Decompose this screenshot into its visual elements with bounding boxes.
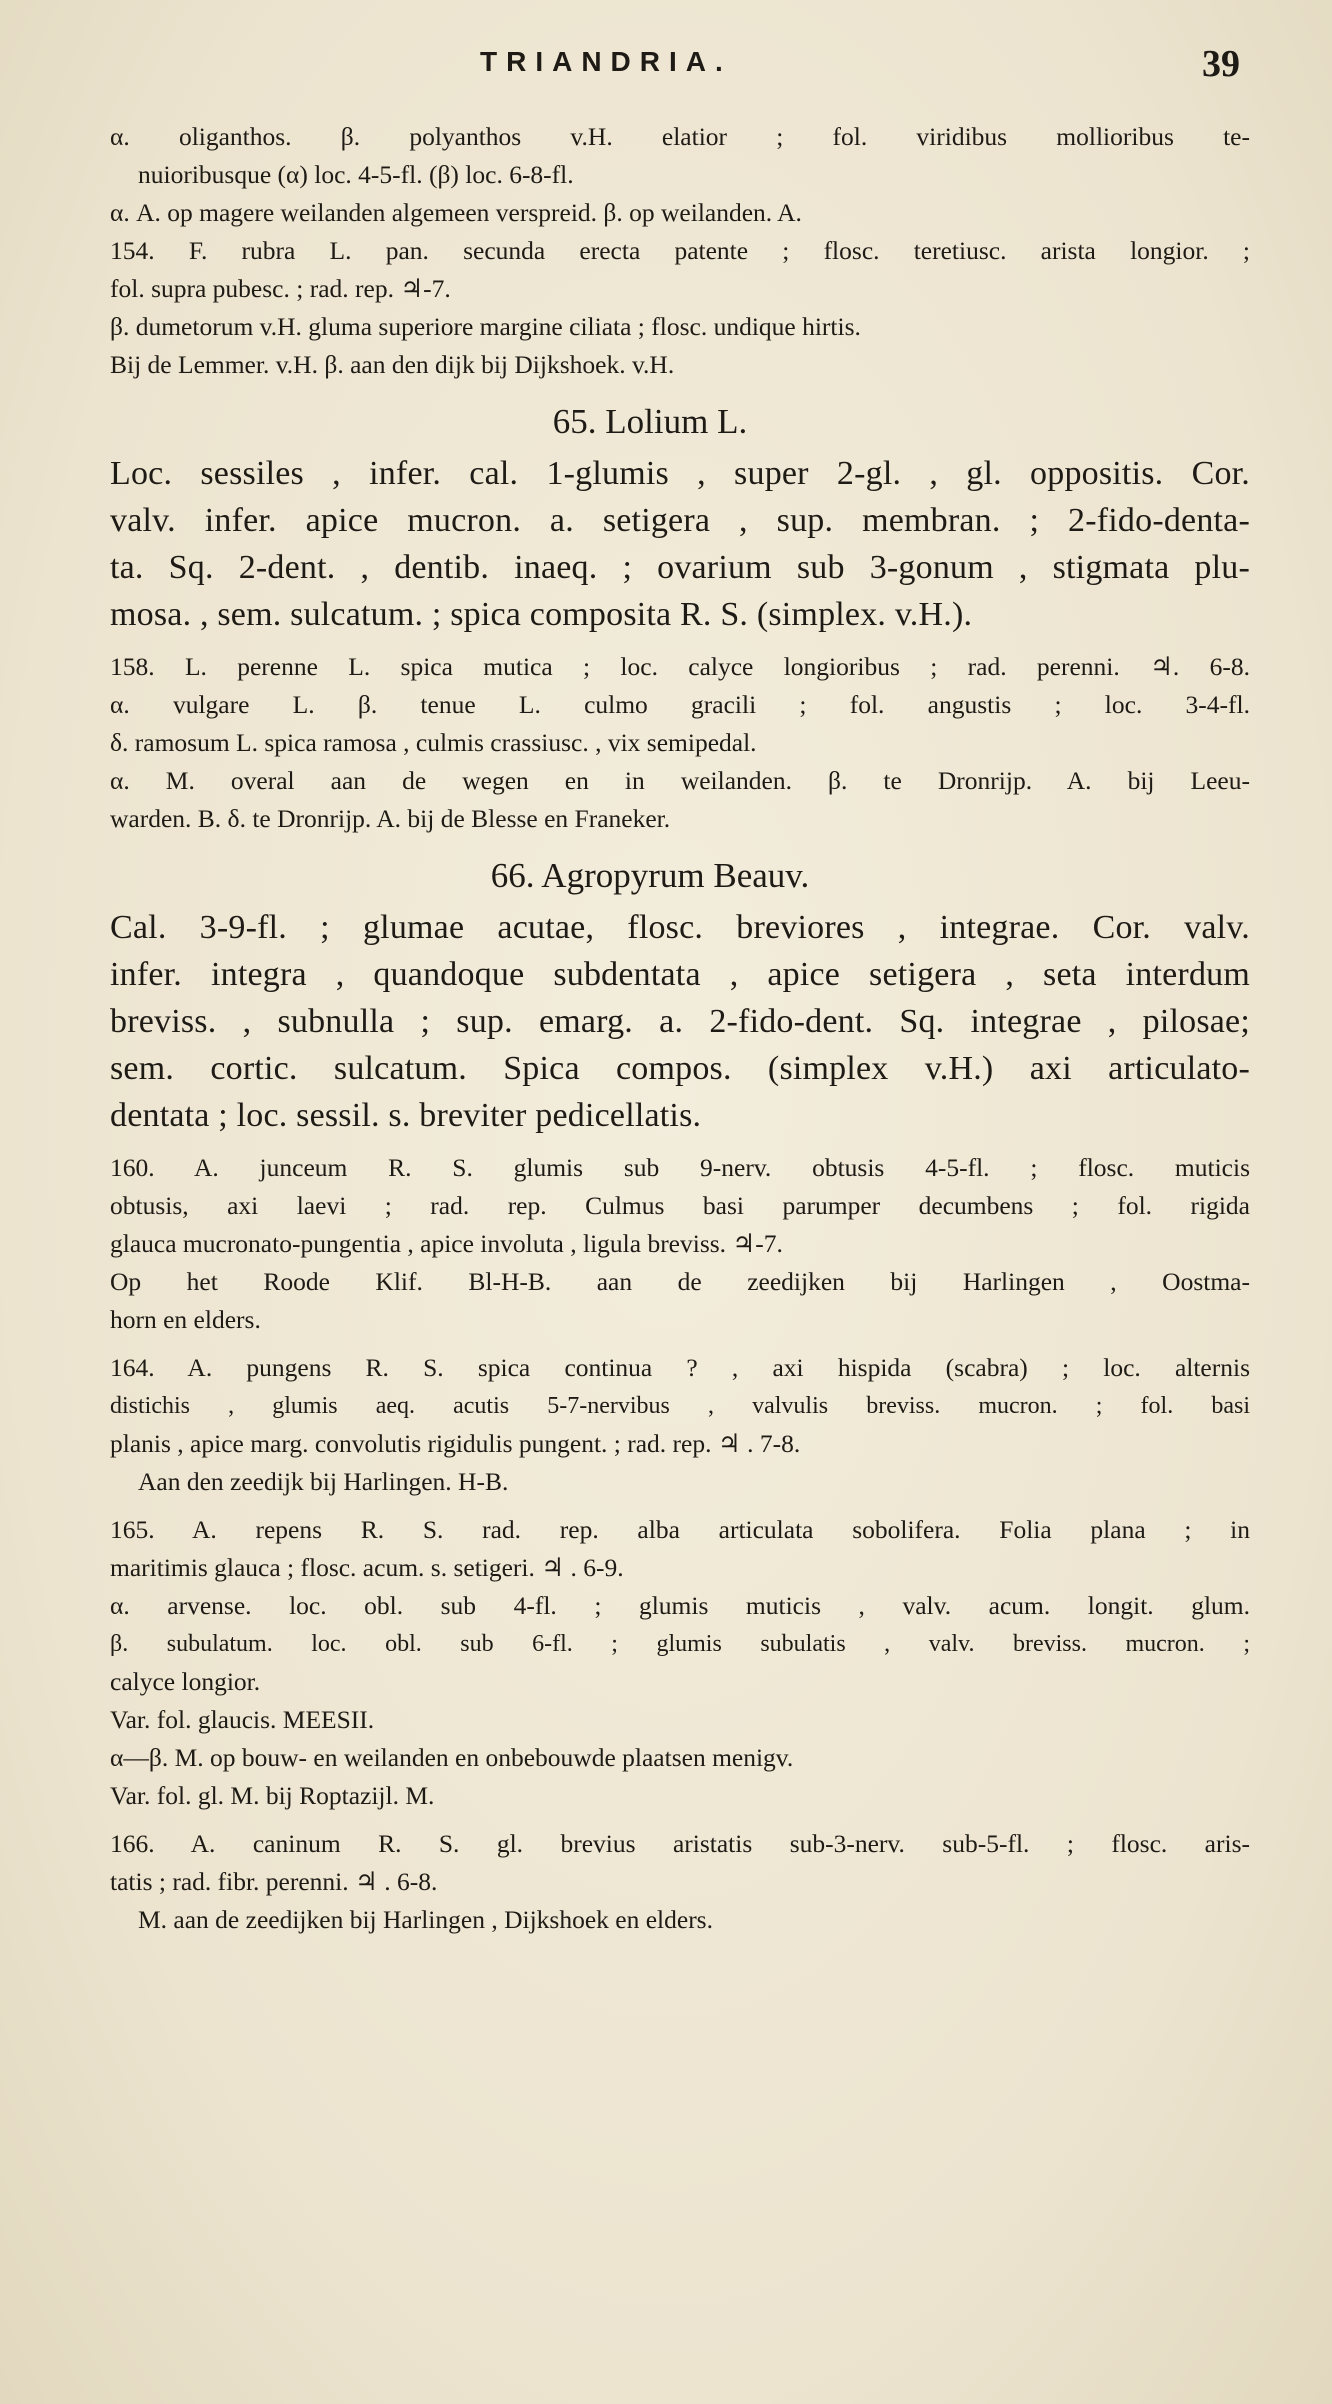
text-line: α—β. M. op bouw- en weilanden en onbebouwde plaatsen menigv. xyxy=(110,1743,794,1772)
species-entry: 154. F. rubra L. pan. secunda erecta patente ; flosc. teretiusc. arista longior. ; xyxy=(110,236,1250,265)
genus-heading: 66. Agropyrum Beauv. xyxy=(490,856,810,895)
spacer xyxy=(110,1815,1250,1825)
text-line: maritimis glauca ; flosc. acum. s. setigeri. ♃ . 6-9. xyxy=(110,1553,624,1582)
text-line: β. subulatum. loc. obl. sub 6-fl. ; glumis subulatis , valv. breviss. mucron. ; xyxy=(110,1631,1250,1657)
genus-description-line: infer. integra , quandoque subdentata , apice setigera , seta interdum xyxy=(110,956,1250,993)
genus-description-line: breviss. , subnulla ; sup. emarg. a. 2-fido-dent. Sq. integrae , pilosae; xyxy=(110,1003,1250,1040)
spacer xyxy=(110,838,1250,848)
text-line: Op het Roode Klif. Bl-H-B. aan de zeedijken bij Harlingen , Oostma- xyxy=(110,1267,1250,1296)
spacer xyxy=(110,1501,1250,1511)
text-line: α. vulgare L. β. tenue L. culmo gracili ; fol. angustis ; loc. 3-4-fl. xyxy=(110,690,1250,719)
text-line: nuioribusque (α) loc. 4-5-fl. (β) loc. 6-8-fl. xyxy=(138,160,574,189)
text-line: planis , apice marg. convolutis rigidulis pungent. ; rad. rep. ♃ . 7-8. xyxy=(110,1429,801,1458)
page-body xyxy=(110,118,1250,1939)
spacer xyxy=(110,1139,1250,1149)
genus-description-line: sem. cortic. sulcatum. Spica compos. (simplex v.H.) axi articulato- xyxy=(110,1050,1250,1087)
running-title: TRIANDRIA. xyxy=(480,46,732,77)
page-number: 39 xyxy=(1202,43,1240,85)
genus-description-line: ta. Sq. 2-dent. , dentib. inaeq. ; ovarium sub 3-gonum , stigmata plu- xyxy=(110,549,1250,586)
text-line: obtusis, axi laevi ; rad. rep. Culmus basi parumper decumbens ; fol. rigida xyxy=(110,1191,1250,1220)
text-line: distichis , glumis aeq. acutis 5-7-nervibus , valvulis breviss. mucron. ; fol. basi xyxy=(110,1393,1250,1419)
spacer xyxy=(110,384,1250,394)
text-line: α. arvense. loc. obl. sub 4-fl. ; glumis muticis , valv. acum. longit. glum. xyxy=(110,1591,1250,1620)
text-line: warden. B. δ. te Dronrijp. A. bij de Blesse en Franeker. xyxy=(110,804,671,833)
species-entry: 164. A. pungens R. S. spica continua ? , axi hispida (scabra) ; loc. alternis xyxy=(110,1353,1250,1382)
text-line: δ. ramosum L. spica ramosa , culmis crassiusc. , vix semipedal. xyxy=(110,728,757,757)
text-line: α. oliganthos. β. polyanthos v.H. elatior ; fol. viridibus mollioribus te- xyxy=(110,122,1250,151)
genus-description-line: valv. infer. apice mucron. a. setigera , sup. membran. ; 2-fido-denta- xyxy=(110,502,1250,539)
text-line: glauca mucronato-pungentia , apice involuta , ligula breviss. ♃-7. xyxy=(110,1229,783,1258)
species-entry: 166. A. caninum R. S. gl. brevius aristatis sub-3-nerv. sub-5-fl. ; flosc. aris- xyxy=(110,1829,1250,1858)
genus-description-line: mosa. , sem. sulcatum. ; spica composita R. S. (simplex. v.H.). xyxy=(110,596,973,633)
genus-description-line: Loc. sessiles , infer. cal. 1-glumis , super 2-gl. , gl. oppositis. Cor. xyxy=(110,455,1250,492)
genus-description-line: dentata ; loc. sessil. s. breviter pedicellatis. xyxy=(110,1097,702,1134)
genus-heading: 65. Lolium L. xyxy=(552,402,748,441)
text-line: Var. fol. glaucis. MEESII. xyxy=(110,1705,375,1734)
text-line: Var. fol. gl. M. bij Roptazijl. M. xyxy=(110,1781,435,1810)
species-entry: 158. L. perenne L. spica mutica ; loc. calyce longioribus ; rad. perenni. ♃. 6-8. xyxy=(110,652,1250,681)
text-line: calyce longior. xyxy=(110,1667,261,1696)
page-header xyxy=(0,43,1332,86)
species-entry: 165. A. repens R. S. rad. rep. alba articulata sobolifera. Folia plana ; in xyxy=(110,1515,1250,1544)
text-line: α. A. op magere weilanden algemeen verspreid. β. op weilanden. A. xyxy=(110,198,802,227)
text-line: α. M. overal aan de wegen en in weilanden. β. te Dronrijp. A. bij Leeu- xyxy=(110,766,1250,795)
species-entry: 160. A. junceum R. S. glumis sub 9-nerv. obtusis 4-5-fl. ; flosc. muticis xyxy=(110,1153,1250,1182)
text-line: Aan den zeedijk bij Harlingen. H-B. xyxy=(138,1467,509,1496)
text-line: horn en elders. xyxy=(110,1305,261,1334)
genus-description-line: Cal. 3-9-fl. ; glumae acutae, flosc. breviores , integrae. Cor. valv. xyxy=(110,909,1250,946)
text-line: Bij de Lemmer. v.H. β. aan den dijk bij Dijkshoek. v.H. xyxy=(110,350,675,379)
spacer xyxy=(110,1339,1250,1349)
text-line: M. aan de zeedijken bij Harlingen , Dijkshoek en elders. xyxy=(138,1905,713,1934)
text-line: tatis ; rad. fibr. perenni. ♃ . 6-8. xyxy=(110,1867,438,1896)
text-line: fol. supra pubesc. ; rad. rep. ♃-7. xyxy=(110,274,451,303)
text-line: β. dumetorum v.H. gluma superiore margine ciliata ; flosc. undique hirtis. xyxy=(110,312,861,341)
spacer xyxy=(110,638,1250,648)
